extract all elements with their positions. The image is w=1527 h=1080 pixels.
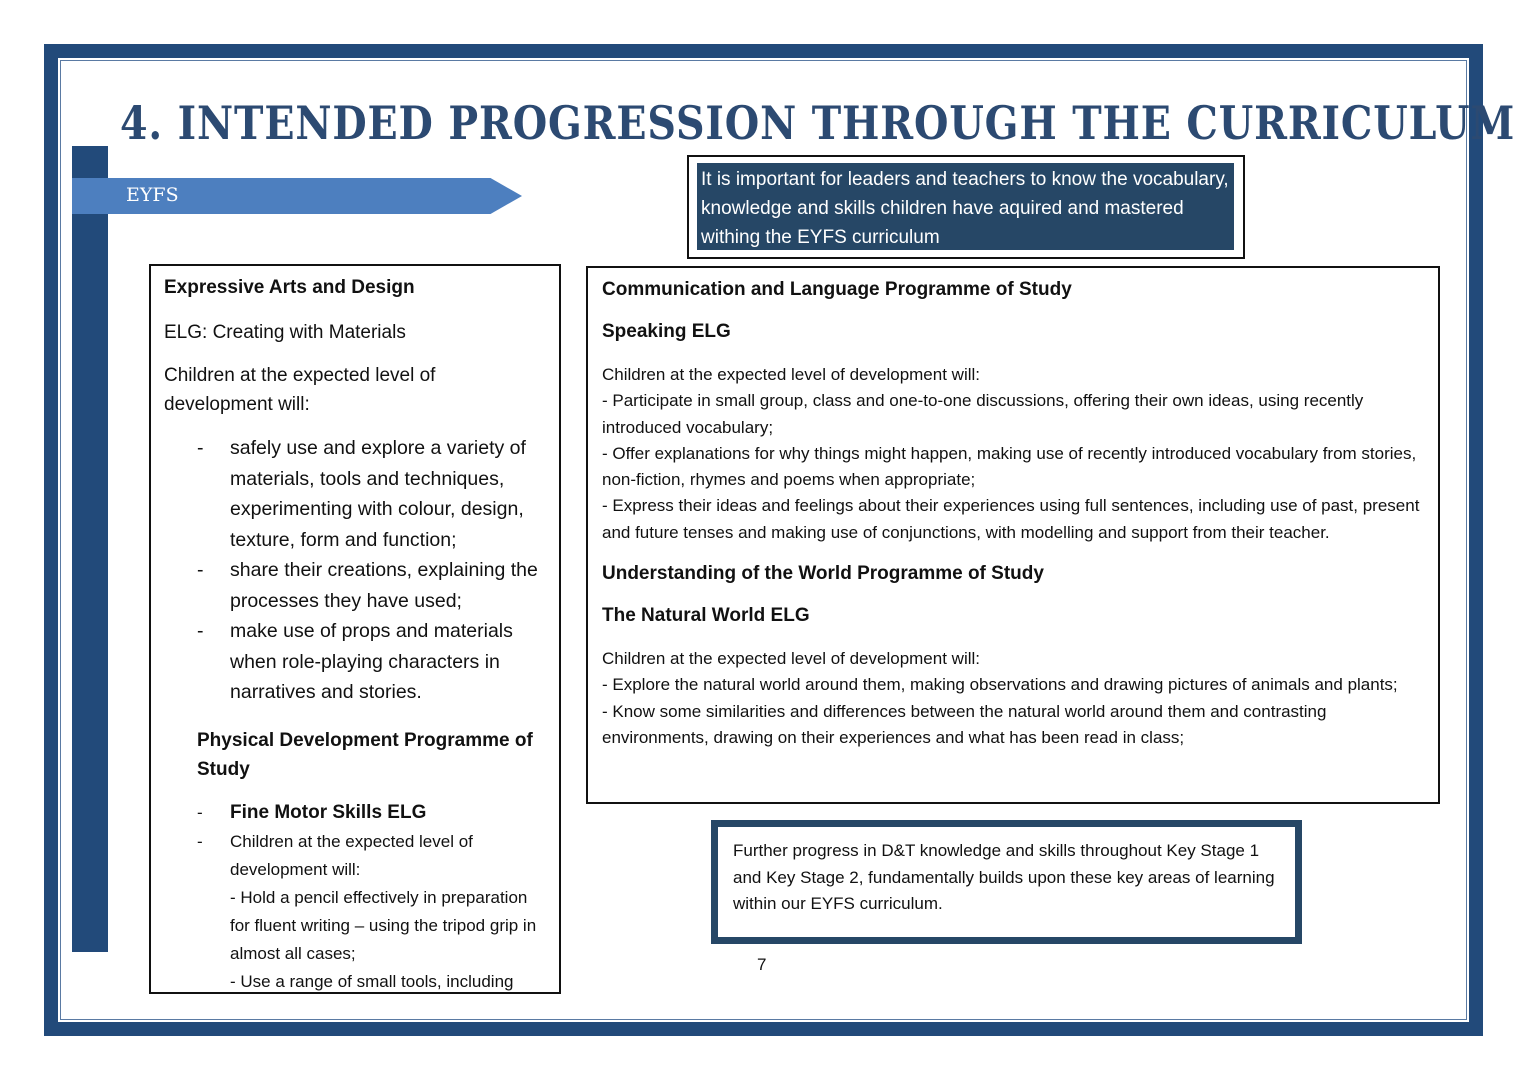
creating-materials-elg: ELG: Creating with Materials <box>164 322 406 343</box>
page-title: 4. INTENDED PROGRESSION THROUGH THE CURRICULUM <box>120 96 1516 150</box>
list-item: - share their creations, explaining the processes they have used; <box>197 555 546 616</box>
speaking-elg-heading: Speaking ELG <box>602 321 731 342</box>
speaking-intro: Children at the expected level of development will: <box>602 365 980 384</box>
natural-world-intro: Children at the expected level of development will: <box>602 649 980 669</box>
note-box: It is important for leaders and teachers to know the vocabulary, knowledge and skills children have aquired and mastered withing the EYFS curriculum <box>697 163 1234 250</box>
understanding-world-heading: Understanding of the World Programme of Study <box>602 563 1044 585</box>
physical-development-section <box>164 726 546 784</box>
list-item: - Express their ideas and feelings about their experiences using full sentences, including use of past, present and future tenses and making use of conjunctions, with modelling and support from their teacher. <box>602 496 1420 542</box>
fine-motor-heading: - Fine Motor Skills ELG <box>197 798 546 828</box>
expressive-arts-heading: Expressive Arts and Design <box>164 277 415 298</box>
expressive-arts-list <box>164 433 546 708</box>
fine-motor-item: - Hold a pencil effectively in preparation for fluent writing – using the tripod grip in almost all cases; <box>230 887 537 963</box>
communication-language-heading: Communication and Language Programme of Study <box>602 279 1072 300</box>
speaking-elg-text <box>602 362 1424 546</box>
list-item: - Offer explanations for why things might happen, making use of recently introduced vocabulary from stories, non-fiction, rhymes and poems when appropriate; <box>602 443 1417 490</box>
expressive-arts-box <box>149 264 561 994</box>
physical-development-heading: Physical Development Programme of Study <box>197 729 533 780</box>
natural-world-elg-text <box>602 646 1424 751</box>
page-number: 7 <box>757 955 767 974</box>
fine-motor-details <box>197 828 546 995</box>
fine-motor-list <box>164 798 546 995</box>
eyfs-tab-label: EYFS <box>126 184 179 206</box>
fine-motor-intro: - Children at the expected level of development will: <box>230 831 473 879</box>
list-item: - Participate in small group, class and one-to-one discussions, offering their own ideas, using recently introduced vocabulary; <box>602 391 1364 437</box>
list-item: - Know some similarities and differences between the natural world around them and contrasting environments, drawing on their experiences and what has been read in class; <box>602 701 1327 747</box>
further-progress-box: Further progress in D&T knowledge and skills throughout Key Stage 1 and Key Stage 2, fundamentally builds upon these key areas of learning within our EYFS curriculum. <box>711 820 1302 944</box>
programmes-of-study-box <box>586 266 1440 804</box>
list-item: - make use of props and materials when role-playing characters in narratives and stories. <box>197 616 546 708</box>
fine-motor-item: - Use a range of small tools, including <box>230 971 514 991</box>
list-item: - Explore the natural world around them, making observations and drawing pictures of animals and plants; <box>602 675 1398 695</box>
side-bar <box>72 146 108 952</box>
expressive-arts-intro: Children at the expected level of development will: <box>164 365 436 415</box>
natural-world-elg-heading: The Natural World ELG <box>602 605 810 627</box>
list-item: - safely use and explore a variety of materials, tools and techniques, experimenting with colour, design, texture, form and function; <box>197 433 546 555</box>
